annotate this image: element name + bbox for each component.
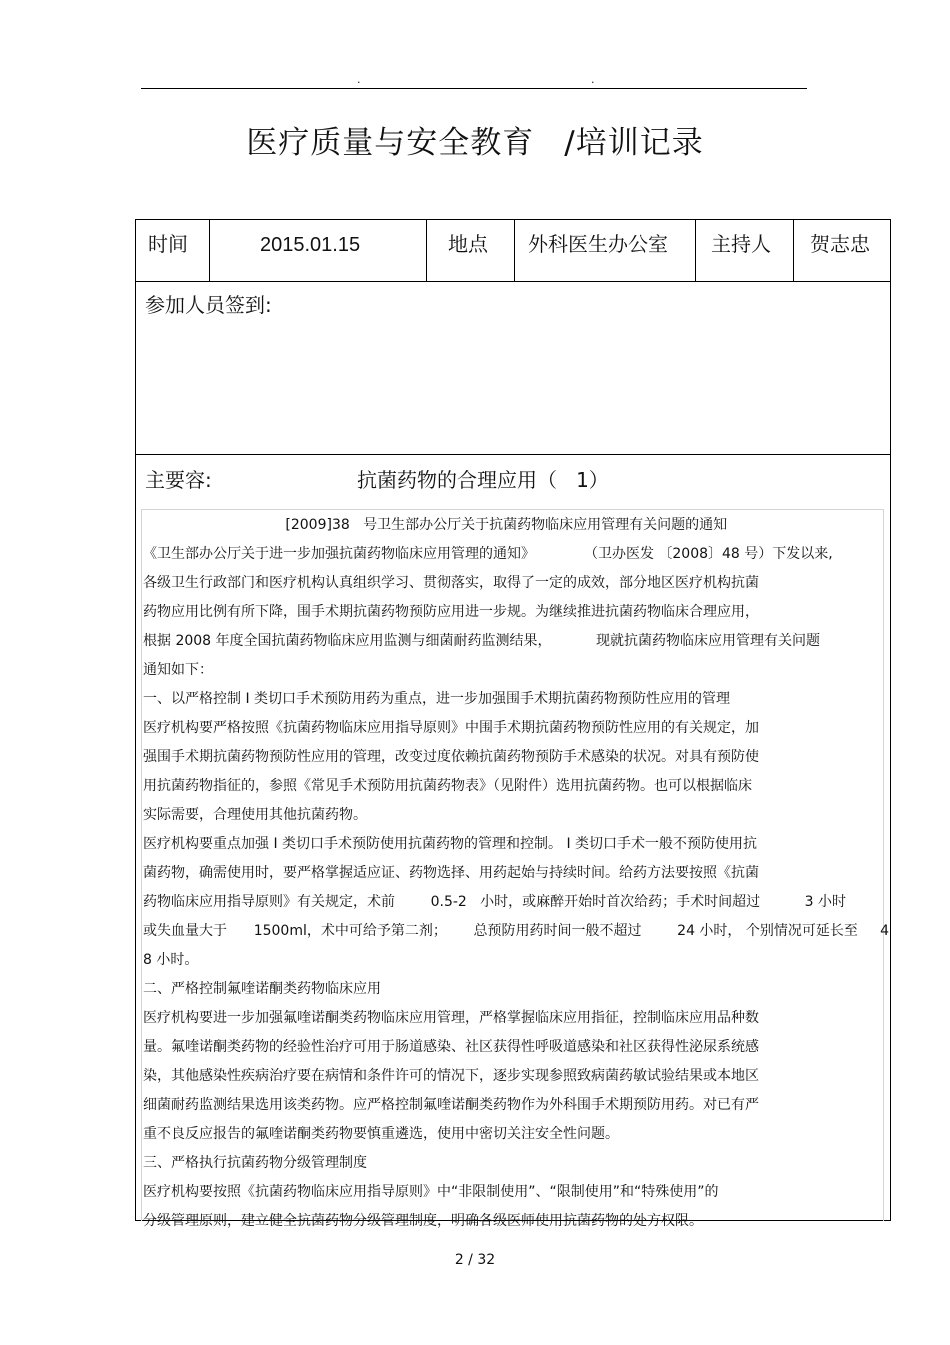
body-line: 医疗机构要重点加强 I 类切口手术预防使用抗菌药物的管理和控制。 I 类切口手术一般不预防使用抗 xyxy=(143,836,758,852)
col-divider-2 xyxy=(426,220,427,282)
header-rule xyxy=(141,88,807,89)
header-dot-right: . xyxy=(591,73,595,86)
col-divider-1 xyxy=(209,220,210,282)
row-divider-2 xyxy=(136,454,890,455)
attendees-label: 参加人员签到: xyxy=(145,293,272,317)
body-line: 量。氟喹诺酮类药物的经验性治疗可用于肠道感染、社区获得性呼吸道感染和社区获得性泌尿系统感 xyxy=(143,1039,759,1055)
title-slash: /培训记录 xyxy=(564,125,704,161)
page-indicator: 2 / 32 xyxy=(454,1252,496,1268)
body-line: 药物临床应用指导原则》有关规定，术前 0.5-2 小时，或麻醉开始时首次给药；手术时间超过 3 小时 xyxy=(143,894,847,910)
col-divider-4 xyxy=(695,220,696,282)
body-line: 实际需要，合理使用其他抗菌药物。 xyxy=(143,807,367,823)
body-line: 药物应用比例有所下降，围手术期抗菌药物预防应用进一步规。为继续推进抗菌药物临床合理应用， xyxy=(143,604,759,620)
title-main: 医疗质量与安全教育 xyxy=(246,125,535,161)
body-line: 通知如下： xyxy=(143,662,213,678)
body-line: 医疗机构要严格按照《抗菌药物临床应用指导原则》中围手术期抗菌药物预防性应用的有关规定，加 xyxy=(143,720,759,736)
main-content-label: 主要容: xyxy=(145,468,212,492)
body-line: 根据 2008 年度全国抗菌药物临床应用监测与细菌耐药监测结果， 现就抗菌药物临床应用管理有关问题 xyxy=(143,633,821,649)
host-label: 主持人 xyxy=(711,232,771,256)
body-line: 细菌耐药监测结果选用该类药物。应严格控制氟喹诺酮类药物作为外科围手术期预防用药。对已有严 xyxy=(143,1097,759,1113)
location-value: 外科医生办公室 xyxy=(528,232,668,256)
body-line: 各级卫生行政部门和医疗机构认真组织学习、贯彻落实，取得了一定的成效，部分地区医疗机构抗菌 xyxy=(143,575,759,591)
body-line: 三、严格执行抗菌药物分级管理制度 xyxy=(143,1155,367,1171)
host-value: 贺志忠 xyxy=(810,232,870,256)
body-line: [2009]38 号卫生部办公厅关于抗菌药物临床应用管理有关问题的通知 xyxy=(143,517,728,533)
row-divider-1 xyxy=(136,281,890,282)
body-line: 一、以严格控制 I 类切口手术预防用药为重点，进一步加强围手术期抗菌药物预防性应用的管理 xyxy=(143,691,731,707)
body-line: 染，其他感染性疾病治疗要在病情和条件许可的情况下，逐步实现参照致病菌药敏试验结果或本地区 xyxy=(143,1068,759,1084)
body-line: 二、严格控制氟喹诺酮类药物临床应用 xyxy=(143,981,381,997)
col-divider-5 xyxy=(793,220,794,282)
body-line: 分级管理原则，建立健全抗菌药物分级管理制度，明确各级医师使用抗菌药物的处方权限。 xyxy=(143,1213,703,1229)
header-dots xyxy=(0,74,950,86)
body-line: 8 小时。 xyxy=(143,952,199,968)
page-title xyxy=(0,121,950,165)
body-line: 或失血量大于 1500ml，术中可给予第二剂； 总预防用药时间一般不超过 24 小时， 个别情况可延长至 4 xyxy=(143,923,890,939)
body-line: 医疗机构要按照《抗菌药物临床应用指导原则》中“非限制使用”、“限制使用”和“特殊使用”的 xyxy=(143,1184,719,1200)
col-divider-3 xyxy=(514,220,515,282)
body-line: 重不良反应报告的氟喹诺酮类药物要慎重遴选，使用中密切关注安全性问题。 xyxy=(143,1126,619,1142)
time-label: 时间 xyxy=(148,232,188,256)
location-label: 地点 xyxy=(448,232,488,256)
main-content-topic: 抗菌药物的合理应用（ 1） xyxy=(357,468,609,492)
content-body xyxy=(143,511,888,1236)
time-value: 2015.01.15 xyxy=(260,234,361,256)
body-line: 用抗菌药物指征的，参照《常见手术预防用抗菌药物表》（见附件）选用抗菌药物。也可以根据临床 xyxy=(143,778,752,794)
body-line: 医疗机构要进一步加强氟喹诺酮类药物临床应用管理，严格掌握临床应用指征，控制临床应用品种数 xyxy=(143,1010,759,1026)
body-line: 强围手术期抗菌药物预防性应用的管理，改变过度依赖抗菌药物预防手术感染的状况。对具有预防使 xyxy=(143,749,759,765)
body-line: 菌药物，确需使用时，要严格掌握适应证、药物选择、用药起始与持续时间。给药方法要按照《抗菌 xyxy=(143,865,759,881)
body-line: 《卫生部办公厅关于进一步加强抗菌药物临床应用管理的通知》 （卫办医发 〔2008〕48 号）下发以来, xyxy=(143,546,833,562)
header-dot-left: . xyxy=(357,73,361,86)
